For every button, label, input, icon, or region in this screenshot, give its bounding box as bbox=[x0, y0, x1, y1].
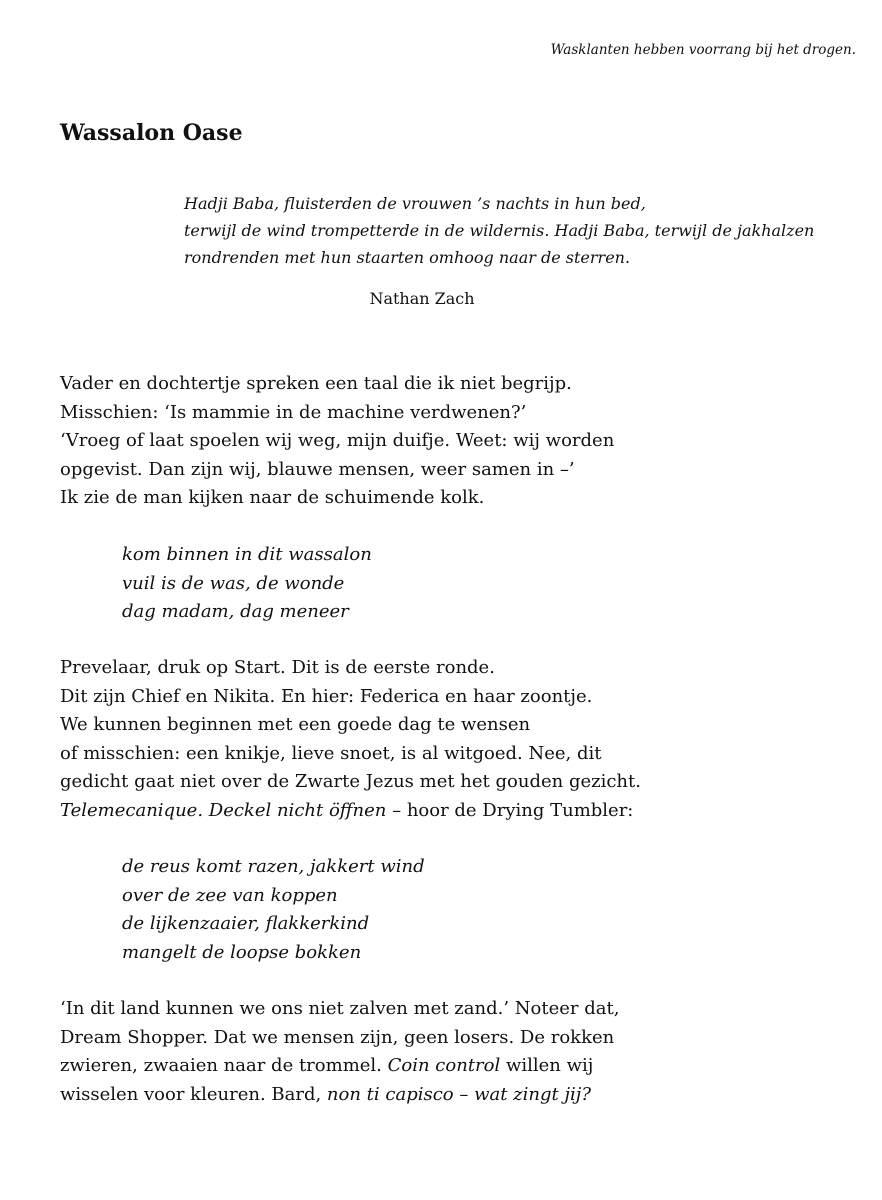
poem-line: Dream Shopper. Dat we mensen zijn, geen losers. De rokken bbox=[60, 1026, 615, 1048]
line-part: willen wij bbox=[500, 1055, 594, 1076]
poem-line: ‘Vroeg of laat spoelen wij weg, mijn duifje. Weet: wij worden bbox=[60, 430, 615, 451]
epigraph-author: Nathan Zach bbox=[369, 289, 475, 308]
refrain-1 bbox=[122, 541, 372, 627]
line-part: wisselen voor kleuren. Bard, bbox=[60, 1083, 327, 1105]
refrain-line: vuil is de was, de wonde bbox=[122, 572, 345, 594]
line-part: zwieren, zwaaien naar de trommel. bbox=[60, 1055, 388, 1076]
italic-phrase: Telemecanique. Deckel nicht öffnen bbox=[60, 799, 387, 821]
epigraph-line: terwijl de wind trompetterde in de wildernis. Hadji Baba, terwijl de jakhalzen bbox=[184, 221, 815, 240]
refrain-line: over de zee van koppen bbox=[122, 884, 338, 906]
refrain-line: mangelt de loopse bokken bbox=[122, 941, 362, 963]
poem-line: Vader en dochtertje spreken een taal die ik niet begrijp. bbox=[60, 373, 572, 394]
stanza-3 bbox=[60, 995, 619, 1109]
poem-line bbox=[60, 1081, 619, 1110]
stanza-1 bbox=[60, 370, 614, 513]
poem-line bbox=[60, 797, 641, 826]
epigraph-line: rondrenden met hun staarten omhoog naar de sterren. bbox=[184, 248, 631, 267]
refrain-line: de lijkenzaaier, flakkerkind bbox=[122, 913, 370, 934]
refrain-line: kom binnen in dit wassalon bbox=[122, 544, 372, 565]
stanza-2 bbox=[60, 654, 641, 825]
poem-line: We kunnen beginnen met een goede dag te wensen bbox=[60, 714, 531, 735]
poem-title: Wassalon Oase bbox=[60, 120, 243, 146]
header-note: Wasklanten hebben voorrang bij het drogen. bbox=[550, 42, 856, 58]
epigraph bbox=[184, 190, 814, 271]
italic-phrase: non ti capisco – wat zingt jij? bbox=[326, 1083, 592, 1105]
poem-line: gedicht gaat niet over de Zwarte Jezus met het gouden gezicht. bbox=[60, 771, 641, 792]
poem-line bbox=[60, 1052, 619, 1081]
epigraph-line: Hadji Baba, fluisterden de vrouwen ’s nachts in hun bed, bbox=[184, 194, 646, 213]
line-rest: – hoor de Drying Tumbler: bbox=[386, 799, 634, 821]
poem-line: Dit zijn Chief en Nikita. En hier: Federica en haar zoontje. bbox=[60, 685, 593, 707]
refrain-line: de reus komt razen, jakkert wind bbox=[122, 856, 425, 877]
italic-phrase: Coin control bbox=[387, 1055, 501, 1076]
poem-line: Misschien: ‘Is mammie in de machine verdwenen?’ bbox=[60, 401, 527, 423]
poem-line: Prevelaar, druk op Start. Dit is de eerste ronde. bbox=[60, 657, 495, 678]
refrain-line: dag madam, dag meneer bbox=[122, 601, 349, 622]
poem-line: opgevist. Dan zijn wij, blauwe mensen, weer samen in –’ bbox=[60, 458, 575, 480]
poem-line: of misschien: een knikje, lieve snoet, is al witgoed. Nee, dit bbox=[60, 742, 602, 764]
poem-line: Ik zie de man kijken naar de schuimende kolk. bbox=[60, 487, 485, 508]
poem-line: ‘In dit land kunnen we ons niet zalven met zand.’ Noteer dat, bbox=[60, 998, 620, 1019]
refrain-2 bbox=[122, 853, 425, 967]
